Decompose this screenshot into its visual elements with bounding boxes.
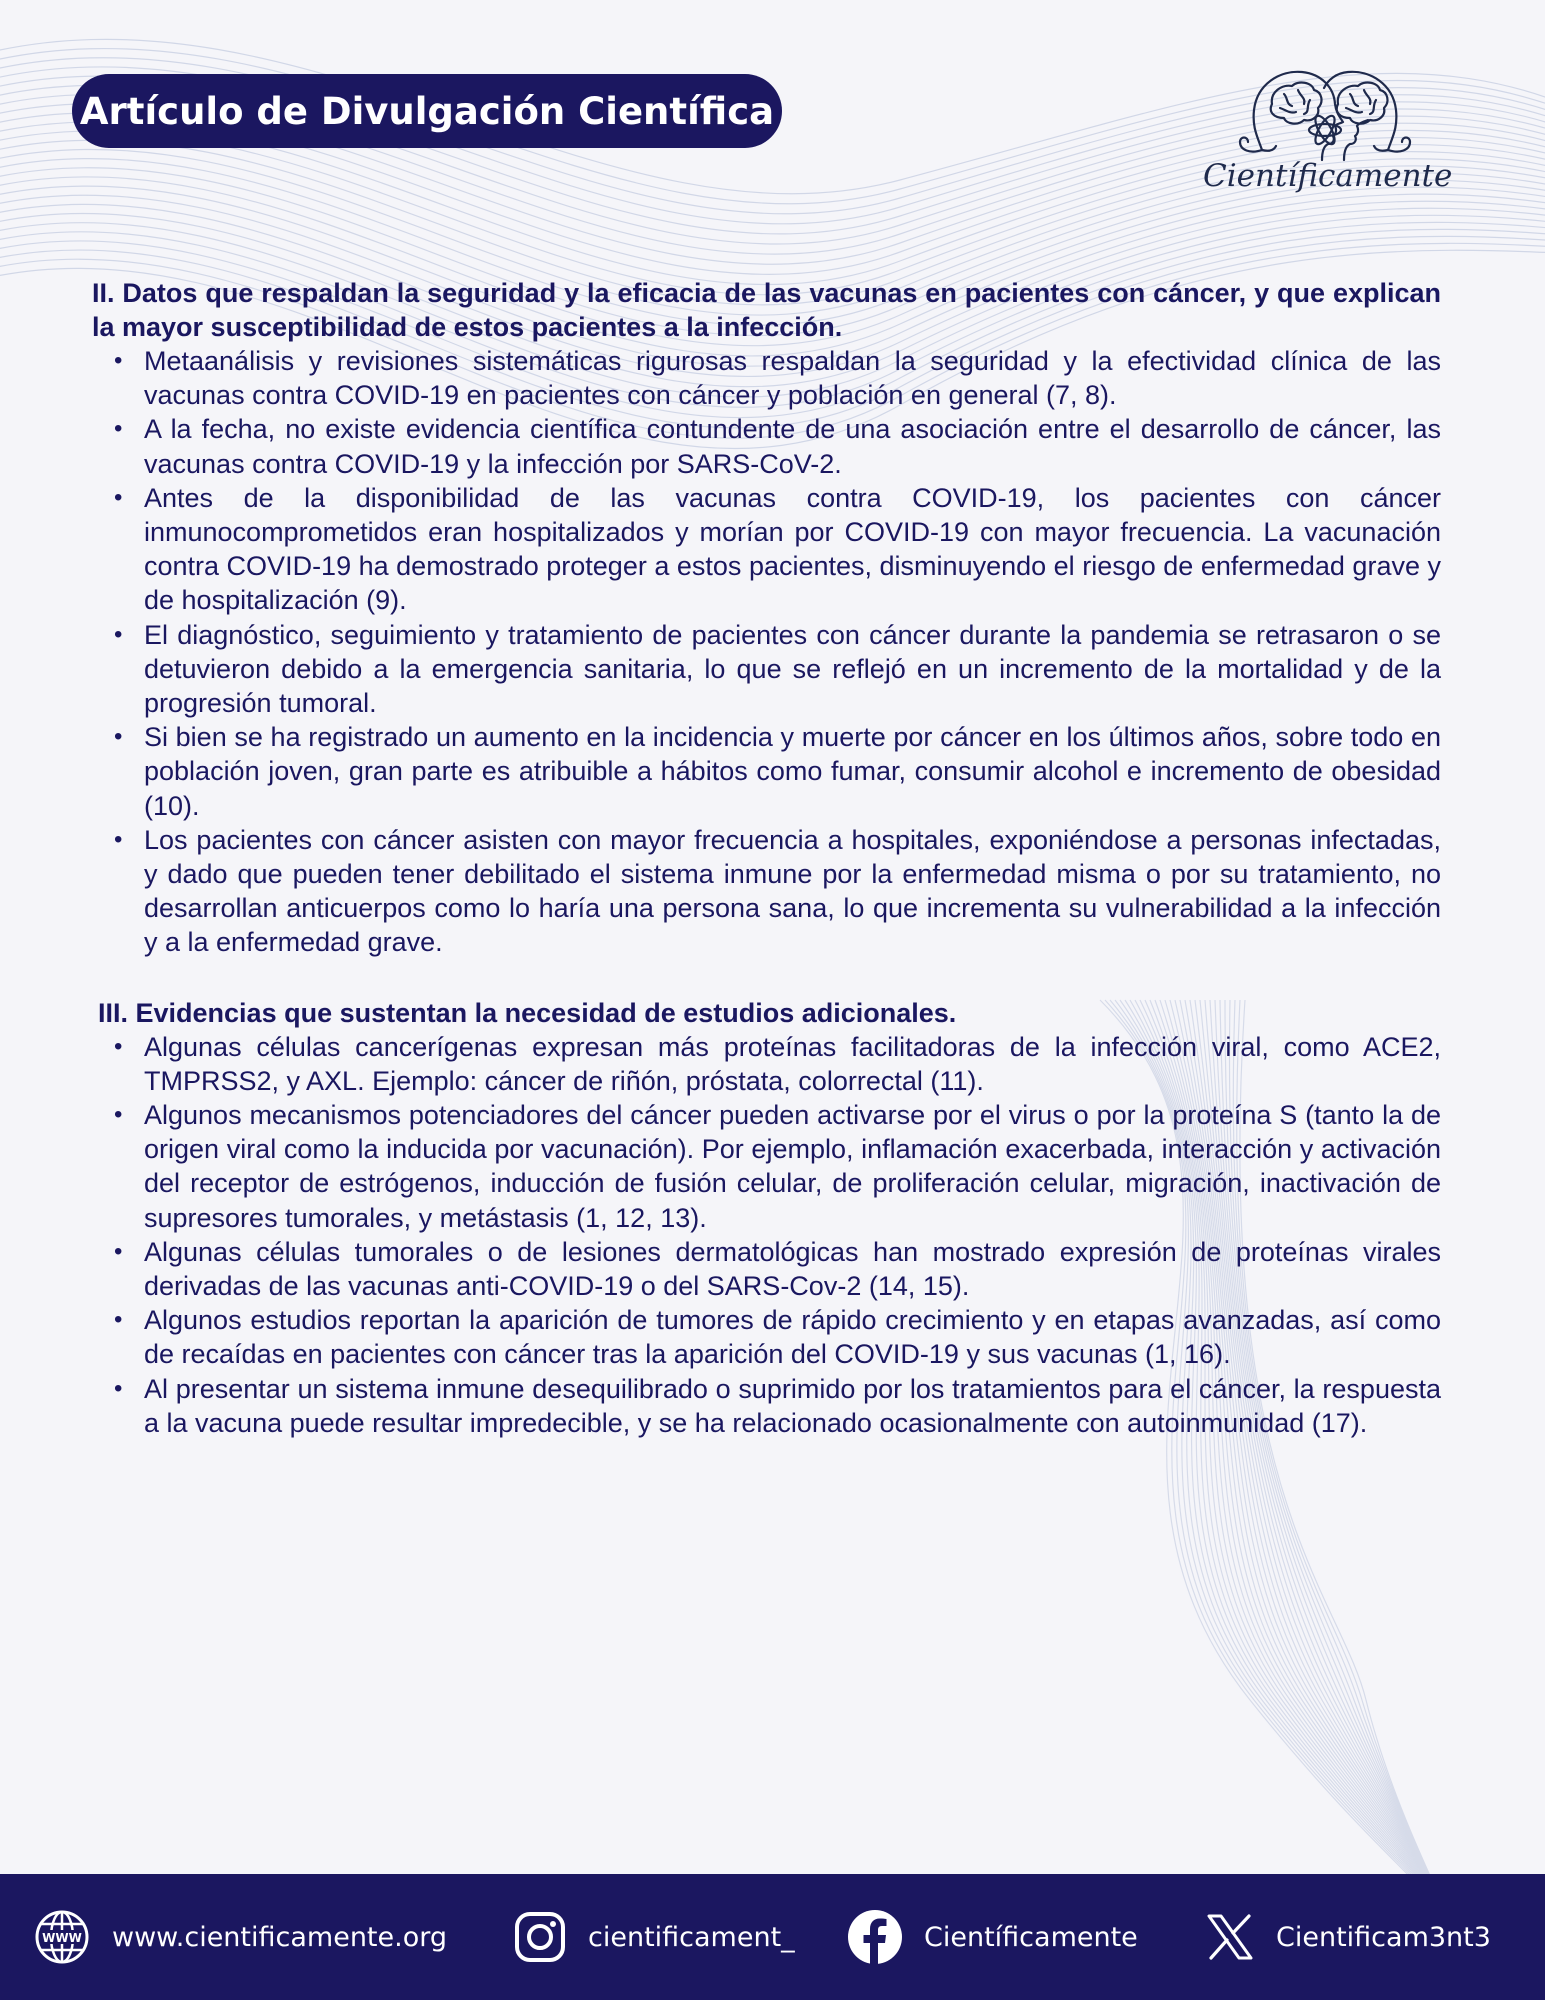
svg-text:WWW: WWW [42, 1931, 82, 1945]
logo-wordmark: Científicamente [1203, 158, 1453, 194]
section-3-title: III. Evidencias que sustentan la necesidad de estudios adicionales. [98, 997, 957, 1028]
list-item: • Algunas células cancerígenas expresan más proteínas facilitadoras de la infección viral, como ACE2, TMPRSS2, y AXL. Ejemplo: cáncer de riñón, próstata, colorrectal (11). [144, 1030, 1441, 1098]
article-body [92, 276, 1441, 1440]
footer-website-label: www.cientificamente.org [112, 1921, 447, 1953]
list-item: • Algunas células tumorales o de lesiones dermatológicas han mostrado expresión de proteínas virales derivadas de las vacunas anti-COVID-19 o del SARS-Cov-2 (14, 15). [144, 1235, 1441, 1303]
footer-x-label: Cientificam3nt3 [1276, 1921, 1491, 1953]
section-2-title: II. Datos que respaldan la seguridad y la eficacia de las vacunas en pacientes con cáncer, y que explican la mayor susceptibilidad de estos pacientes a la infección. [92, 278, 1441, 342]
footer-instagram-label: cientificament_ [588, 1921, 795, 1953]
footer-instagram-link[interactable] [514, 1874, 795, 2000]
list-item: • A la fecha, no existe evidencia científica contundente de una asociación entre el desarrollo de cáncer, las vacunas contra COVID-19 y la infección por SARS-CoV-2. [144, 412, 1441, 480]
x-icon [1206, 1913, 1254, 1961]
article-type-banner [72, 74, 782, 148]
globe-www-icon [34, 1909, 90, 1965]
list-item: • Algunos estudios reportan la aparición de tumores de rápido crecimiento y en etapas avanzadas, así como de recaídas en pacientes con cáncer tras la aparición del COVID-19 y sus vacunas (1, 16). [144, 1303, 1441, 1371]
footer-website-link[interactable] [34, 1874, 447, 2000]
section-3-list [92, 1030, 1441, 1440]
footer-facebook-link[interactable] [848, 1874, 1138, 2000]
list-item: • Metaanálisis y revisiones sistemáticas rigurosas respaldan la seguridad y la efectividad clínica de las vacunas contra COVID-19 en pacientes con cáncer y población en general (7, 8). [144, 344, 1441, 412]
list-item: • Algunos mecanismos potenciadores del cáncer pueden activarse por el virus o por la proteína S (tanto la de origen viral como la inducida por vacunación). Por ejemplo, inflamación exacerbada, interacción y activación del receptor de estrógenos, inducción de fusión celular, de proliferación celular, migración, inactivación de supresores tumorales, y metástasis (1, 12, 13). [144, 1098, 1441, 1235]
footer-facebook-label: Científicamente [924, 1921, 1138, 1953]
facebook-icon [848, 1910, 902, 1964]
list-item: • Antes de la disponibilidad de las vacunas contra COVID-19, los pacientes con cáncer inmunocomprometidos eran hospitalizados y morían por COVID-19 con mayor frecuencia. La vacunación contra COVID-19 ha demostrado proteger a estos pacientes, disminuyendo el riesgo de enfermedad grave y de hospitalización (9). [144, 481, 1441, 618]
footer-bar [0, 1874, 1545, 2000]
list-item: • Al presentar un sistema inmune desequilibrado o suprimido por los tratamientos para el cáncer, la respuesta a la vacuna puede resultar impredecible, y se ha relacionado ocasionalmente con autoinmunidad (17). [144, 1372, 1441, 1440]
instagram-icon [514, 1911, 566, 1963]
list-item: • Si bien se ha registrado un aumento en la incidencia y muerte por cáncer en los últimos años, sobre todo en población joven, gran parte es atribuible a hábitos como fumar, consumir alcohol e incremento de obesidad (10). [144, 720, 1441, 823]
section-2-list [92, 344, 1441, 960]
list-item: • El diagnóstico, seguimiento y tratamiento de pacientes con cáncer durante la pandemia se retrasaron o se detuvieron debido a la emergencia sanitaria, lo que se reflejó en un incremento de la mortalidad y de la progresión tumoral. [144, 618, 1441, 721]
footer-x-link[interactable] [1206, 1874, 1491, 2000]
article-type-title: Artículo de Divulgación Científica [79, 89, 775, 133]
list-item: • Los pacientes con cáncer asisten con mayor frecuencia a hospitales, exponiéndose a personas infectadas, y dado que pueden tener debilitado el sistema inmune por la enfermedad misma o por su tratamiento, no desarrollan anticuerpos como lo haría una persona sana, lo que incrementa su vulnerabilidad a la infección y a la enfermedad grave. [144, 823, 1441, 960]
